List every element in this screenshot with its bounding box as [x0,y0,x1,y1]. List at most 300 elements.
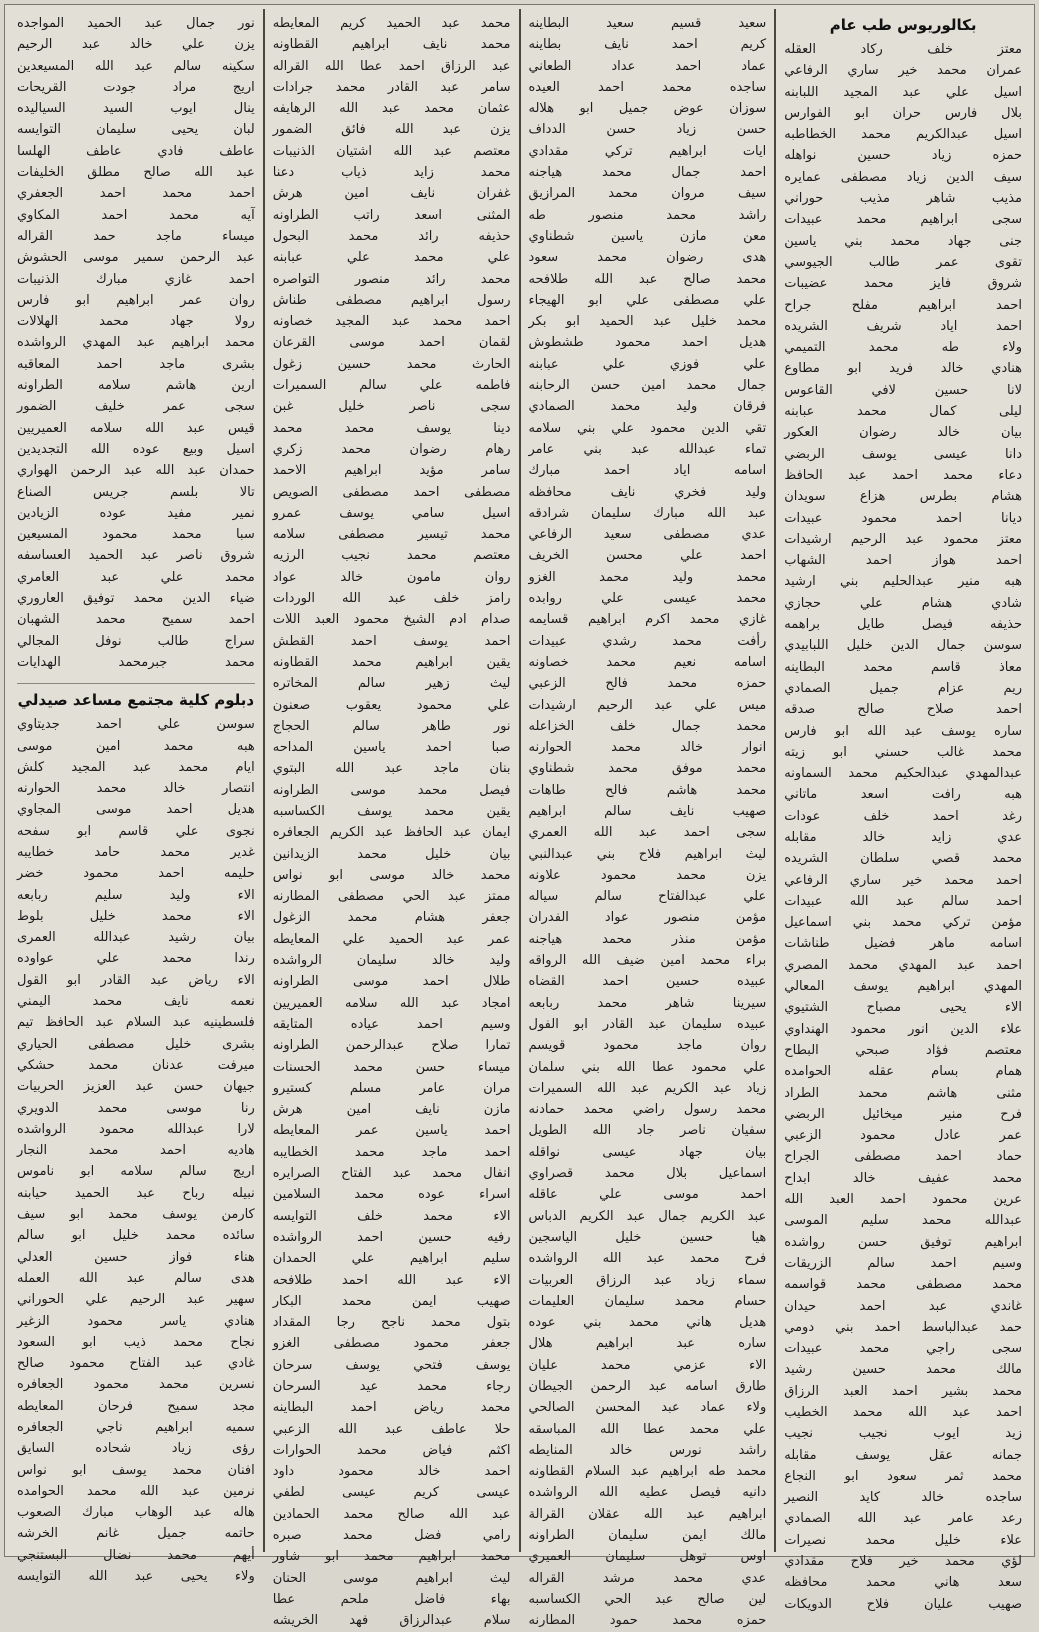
list-item: فاطمه علي سالم السميرات [272,378,511,394]
list-item: وليد فخري نايف محافظه [528,484,767,500]
list-item: لبان يحيى سليمان التوايسه [17,122,255,138]
list-item: مجد سميح فرحان المعايطه [17,1398,255,1414]
list-item: هدى سالم عبد الله العمله [17,1270,255,1286]
list-item: قيس عبد الله سلامه العميريين [17,420,255,436]
list-item: حمدان عبد الله عبد الرحمن الهواري [17,463,255,479]
list-item: احمد ياسين عمر المعايطه [272,1123,511,1139]
list-item: رجاء محمد عيد السرحان [272,1379,511,1394]
list-item: سجى راجي محمد عبيدات [784,1341,1022,1357]
list-item: علاء خليل محمد نصيرات [784,1532,1022,1548]
list-item: رفيه حسين احمد الرواشده [272,1229,511,1245]
list-item: رأفت محمد رشدي عبيدات [528,633,767,649]
list-item: عبد الله مبارك سليمان شرادقه [528,505,767,521]
list-item: محمد طه ابراهيم عبد السلام القطاونه [528,1464,767,1480]
list-item: غادي عبد الفتاح محمود صالح [17,1356,255,1372]
list-item: سليم ابراهيم علي الحمدان [272,1251,511,1267]
list-item: محمد قصي سلطان الشريده [784,851,1022,867]
list-item: مؤمن منذر محمد هياجنه [528,931,767,947]
list-item: حذيفه فيصل طايل براهمه [784,617,1022,633]
list-item: محمد خليل عبد الحميد ابو بكر [528,314,767,330]
list-item: احمد سميح محمد الشهبان [17,612,255,628]
list-item: سكينه سالم عبد الله المسيعدين [17,58,255,74]
list-item: محمد صالح عبد الله طلافحه [528,271,767,287]
list-item: سعيد قسيم سعيد البطاينه [528,16,767,31]
list-item: ولاء عماد عبد المحسن الصالحي [528,1400,767,1416]
list-item: سوزان عوض جميل ابو هلاله [528,101,767,117]
list-item: سفيان ناصر جاد الله الطويل [528,1123,767,1139]
list-item: براء محمد امين ضيف الله الرواقه [528,953,767,969]
list-item: ابراهيم عبد الله عقلان القرالة [528,1506,767,1522]
list-item: سائده محمد خليل ابو سالم [17,1228,255,1244]
list-item: يزن علي خالد عبد الرحيم [17,37,255,53]
list-item: محمد بشير احمد العبد الرزاق [784,1383,1022,1399]
list-item: احمد علي محسن الخريف [528,548,767,564]
list-item: عدي مصطفى سعيد الرفاعي [528,527,767,543]
list-item: محمد عفيف خالد ابداح [784,1170,1022,1186]
list-item: ليث ابراهيم موسى الحنان [272,1570,511,1586]
list-item: بيان خالد رضوان العكور [784,425,1022,441]
list-item: رامز خلف عبد الله الوردات [272,591,511,607]
list-item: احمد عبد المهدي محمد المصري [784,957,1022,973]
list-item: هبه محمد امين موسى [17,738,255,754]
list-item: هنادي ياسر محمود الزغير [17,1313,255,1329]
list-item: غازي محمد اكرم ابراهيم قسايمه [528,612,767,628]
list-item: اسيل عبدالكريم محمد الخطاطبه [784,127,1022,143]
list-item: عبيده حسين احمد القضاه [528,974,767,990]
list-item: رولا جهاد محمد الهلالات [17,314,255,330]
list-item: هبه رافت اسعد ماتاني [784,787,1022,803]
list-item: طارق اسامه عبد الرحمن الجيطان [528,1379,767,1394]
list-item: اسماعيل بلال محمد قصراوي [528,1166,767,1182]
list-item: انوار خالد محمد الحوارنه [528,740,767,756]
list-item: صهيب ايمن محمد البكار [272,1293,511,1309]
list-item: مثنى هاشم محمد الطراد [784,1085,1022,1101]
list-item: سعد هاني محمد محافظه [784,1575,1022,1591]
list-item: احمد جمال محمد هياجنه [528,165,767,181]
list-item: اسراء عوده محمد السلامين [272,1187,511,1203]
list-item: ساره عبد ابراهيم هلال [528,1336,767,1352]
list-item: الاء رياض عبد القادر ابو القول [17,972,255,988]
list-item: عبدالله محمد سليم الموسى [784,1213,1022,1229]
list-item: رسول ابراهيم مصطفى طناش [272,292,511,308]
list-item: عبيده سليمان عبد القادر ابو الفول [528,1016,767,1032]
list-item: ليلى كمال محمد عبابنه [784,404,1022,420]
list-item: هديل احمد موسى المجاوي [17,802,255,818]
list-item: نجوى علي قاسم ابو سفحه [17,823,255,839]
list-item: بنان ماجد عبد الله البتوي [272,761,511,777]
list-item: يقين ابراهيم محمد القطاونه [272,654,511,670]
list-item: حمزه زياد حسين نواهله [784,148,1022,164]
list-item: ليث زهير سالم المخاتره [272,676,511,692]
list-item: محمد نايف ابراهيم القطاونه [272,37,511,53]
list-item: بتول محمد ناجح رجا المقداد [272,1315,511,1331]
list-item: روان ماجد محمود قويسم [528,1038,767,1054]
list-item: غدير محمد حامد خطايبه [17,844,255,860]
list-item: سماء زياد عبد الرزاق العربيات [528,1272,767,1288]
list-item: يوسف فتحي يوسف سرحان [272,1357,511,1373]
list-item: جعفر هشام محمد الزغول [272,910,511,926]
list-item: احمد محمد احمد الجعفري [17,186,255,202]
list-item: معتصم فؤاد صبحي البطاح [784,1042,1022,1058]
list-item: ينال ايوب السيد السياليده [17,101,255,117]
list-item: صبا احمد ياسين المداحه [272,740,511,756]
list-item: بلال فارس حران ابو الفوارس [784,105,1022,121]
list-item: احمد صلاح صالح صدقه [784,702,1022,718]
list-item: مؤمن منصور عواد الفدران [528,910,767,926]
list-item: نبيله رباح عبد الحميد حيابنه [17,1185,255,1201]
list-item: لقمان احمد موسى القرعان [272,335,511,351]
list-item: عدي محمد مرشد القراله [528,1570,767,1586]
list-item: رنا موسى محمد الدويري [17,1100,255,1116]
list-item: مذيب شاهر مذيب حوراني [784,191,1022,207]
list-item: صهيب نايف سالم ابراهيم [528,803,767,819]
name-list [784,39,1022,1615]
list-item: ايمان عبد الحافظ عبد الكريم الجعافره [272,825,511,841]
list-item: غاندي عبد احمد حيدان [784,1298,1022,1314]
list-item: غفران نايف امين هرش [272,186,511,202]
list-item: علي فوزي علي عبابنه [528,356,767,372]
list-item: ساجده محمد احمد العيده [528,79,767,95]
list-item: راشد نورس خالد المنايطه [528,1442,767,1458]
list-item: الاء وليد سليم ربابعه [17,887,255,903]
list-item: فرح منير ميخائيل الربضي [784,1106,1022,1122]
list-item: كارمن يوسف محمد ابو سيف [17,1207,255,1223]
list-item: محمد علي عبد العامري [17,569,255,585]
list-item: معتصم عبد الله اشتيان الذنيبات [272,143,511,159]
list-item: نمير مفيد عوده الزيادين [17,505,255,521]
list-item: محمد غالب حسني ابو زيته [784,744,1022,760]
list-item: هدى رضوان محمد سعود [528,250,767,266]
list-item: اسامه ماهر فضيل طناشات [784,936,1022,952]
list-item: اسامه اياد احمد مبارك [528,463,767,479]
list-item: سبا محمد محمود المسيعين [17,527,255,543]
list-item: سهير عبد الرحيم علي الحوراني [17,1292,255,1308]
list-item: احمد عبد الله محمد الخطيب [784,1405,1022,1420]
name-list [17,714,255,1587]
list-item: عرين محمود احمد العبد الله [784,1192,1022,1208]
list-item: معن مازن ياسين شطناوي [528,228,767,244]
list-item: بيان جهاد عيسى نواقله [528,1144,767,1160]
list-item: ولاء طه محمد التميمي [784,340,1022,356]
list-item: احمد محمد خير ساري الرفاعي [784,872,1022,888]
list-item: أيهم محمد نضال البستنجي [17,1547,255,1563]
list-item: دينا يوسف محمد محمد [272,420,511,436]
list-item: المهدي ابراهيم يوسف المعالي [784,979,1022,995]
list-item: نسرين محمد محمود الجعافره [17,1377,255,1393]
section-heading-pharmacy-diploma: دبلوم كلية مجتمع مساعد صيدلي [17,683,255,710]
list-item: ريم عزام جميل الصمادي [784,680,1022,696]
list-item: سيرينا شاهر محمد ربابعه [528,995,767,1011]
list-item: علي محمود عطا الله بني سلمان [528,1059,767,1075]
list-item: معاذ قاسم محمد البطاينه [784,659,1022,675]
list-item: الحارث محمد حسين زغول [272,356,511,372]
list-item: صهيب عليان فلاح الدويكات [784,1596,1022,1612]
list-item: ليث ابراهيم فلاح بني عبدالنبي [528,846,767,862]
list-item: رامي فضل محمد صبره [272,1528,511,1544]
list-item: نجاح محمد ذيب ابو السعود [17,1334,255,1350]
list-item: سيف الدين زياد مصطفى عمايره [784,169,1022,185]
list-item: محمد ابراهيم محمد ابو شاور [272,1549,511,1565]
list-item: سوسن جمال الدين خليل اللبابيدي [784,638,1022,654]
list-item: دانا عيسى يوسف الربضي [784,446,1022,462]
list-item: احمد محمد عبد المجيد خصاونه [272,314,511,330]
list-item: اسامه نعيم محمد خصاونه [528,654,767,670]
list-item: فيصل محمد موسى الطراونه [272,782,511,798]
list-item: افنان محمد يوسف ابو نواس [17,1462,255,1478]
list-item: طلال احمد موسى الطراونه [272,974,511,990]
list-item: مازن نايف امين هرش [272,1102,511,1118]
list-item: محمد رائد منصور التواصره [272,271,511,287]
list-item: تقوى عمر طالب الجيوسي [784,254,1022,270]
name-list [529,13,767,1632]
list-item: الاء محمد خليل بلوط [17,908,255,924]
name-list [17,13,255,673]
newspaper-page [4,4,1035,1629]
list-item: سجى عمر خليف الضمور [17,399,255,415]
list-item: محمد عبد الحميد كريم المعايطه [272,16,511,31]
column-3 [263,9,519,1629]
list-item: حاتمه جميل غانم الخرشه [17,1526,255,1542]
list-item: احمد غازي مبارك الذنيبات [17,271,255,287]
list-item: ولاء يحيى عبد الله التوايسه [17,1569,255,1585]
list-item: محمد ثمر سعود ابو النجاع [784,1468,1022,1484]
list-item: عبد الله صالح محمد الحمادين [272,1506,511,1522]
list-item: احمد ماجد محمد الخطايبه [272,1144,511,1160]
list-item: محمد وليد محمد الغزو [528,569,767,585]
list-item: زيد ايوب نجيب نجيب [784,1426,1022,1442]
list-item: محمد عيسى علي روابده [528,591,767,607]
list-item: محمد خالد موسى ابو نواس [272,867,511,883]
list-item: عبد الرزاق احمد عطا الله القراله [272,58,511,74]
list-item: بشرى خليل مصطفى الحياري [17,1036,255,1052]
list-item: امجاد عبد الله سلامه العميريين [272,995,511,1011]
list-item: رعد عامر عبد الله الصمادي [784,1511,1022,1527]
column-1 [774,9,1030,1612]
list-item: روان عمر ابراهيم ابو فارس [17,292,255,308]
list-item: سميه ابراهيم ناجي الجعافره [17,1420,255,1435]
list-item: الاء محمد خلف التوايسه [272,1208,511,1224]
list-item: دعاء محمد احمد عبد الحافظ [784,467,1022,483]
list-item: فرقان وليد محمد الصمادي [528,399,767,415]
list-item: جعفر محمود مصطفى الغزو [272,1336,511,1352]
list-item: عبد الرحمن سمير موسى الحشوش [17,250,255,266]
list-item: احمد موسى علي عاقله [528,1187,767,1203]
list-item: جيهان حسن عبد العزيز الحربيات [17,1079,255,1095]
list-item: محمد رسول راضي محمد حمادنه [528,1102,767,1118]
list-item: هنادي خالد فريد ابو مطاوع [784,361,1022,377]
list-item: ارين هاشم سلامه الطراونه [17,378,255,394]
list-item: رغد احمد خلف عودات [784,808,1022,824]
list-item: محمد زايد ذياب دعنا [272,165,511,181]
list-item: كريم احمد نايف بطاينه [528,37,767,53]
list-item: روان مامون خالد عواد [272,569,511,585]
list-item: ايام محمد عبد المجيد كلش [17,759,255,775]
list-item: تماء عبدالله عبد بني عامر [528,441,767,457]
list-item: هبه منير عبدالحليم بني ارشيد [784,574,1022,590]
list-item: ميرفت عدنان محمد حشكي [17,1057,255,1073]
list-item: هاديه احمد محمد النجار [17,1143,255,1159]
list-item: جنى جهاد محمد بني ياسين [784,233,1022,249]
list-item: فلسطينيه عبد السلام عبد الحافظ تيم [17,1015,255,1031]
list-item: جمانه عقل يوسف مقابله [784,1447,1022,1463]
list-item: حلا عاطف عبد الله الزعبي [272,1421,511,1437]
list-item: الاء عزمي محمد عليان [528,1357,767,1373]
list-item: حمزه محمد حمود المطارنه [528,1613,767,1629]
list-item: حسن زياد حسن الدداف [528,122,767,138]
list-item: جمال محمد امين حسن الرحابنه [528,378,767,394]
list-item: ايات ابراهيم تركي مقدادي [528,143,767,159]
list-item: ضياء الدين محمد توفيق العاروري [17,591,255,607]
list-item: تالا بلسم جريس الصناع [17,484,255,500]
list-item: ميساء ماجد حمد القراله [17,228,255,244]
list-item: هاله عبد الوهاب مبارك الصعوب [17,1505,255,1521]
list-item: يقين محمد يوسف الكساسبه [272,803,511,819]
list-item: احمد يوسف احمد القطش [272,633,511,649]
column-2 [519,9,775,1629]
list-item: ممتز عبد الحي مصطفى المطارنه [272,889,511,905]
list-item: بهاء فاضل ملحم عطا [272,1591,511,1607]
list-item: اريج سالم سلامه ابو ناموس [17,1164,255,1180]
list-item: راشد محمد منصور طه [528,207,767,223]
list-item: سيف مروان محمد المرازيق [528,186,767,202]
list-item: محمد ابراهيم عبد المهدي الرواشده [17,335,255,351]
list-item: علاء الدين انور محمود الهنداوي [784,1021,1022,1037]
list-item: محمد جمال خلف الخزاعله [528,718,767,734]
list-item: عمر عبد الحميد علي المعايطه [272,931,511,947]
list-item: مالك محمد حسين رشيد [784,1362,1022,1378]
list-item: الاء عبد الله احمد طلافحه [272,1272,511,1288]
list-item: علي عبدالفتاح سالم سياله [528,889,767,905]
list-item: ساجده خالد كايد النصير [784,1490,1022,1506]
list-item: نور جمال عبد الحميد المواجده [17,16,255,31]
list-item: شادي هشام علي حجازي [784,595,1022,611]
list-item: علي محمد عطا الله المباسقه [528,1421,767,1437]
list-item: المثنى اسعد راتب الطراونه [272,207,511,223]
list-item: اسيل علي عبد المجيد اللبابنه [784,84,1022,100]
list-item: لانا حسين لافي القاعوس [784,382,1022,398]
list-item: عمران محمد خير ساري الرفاعي [784,63,1022,79]
list-item: انتصار خالد محمد الحوارنه [17,781,255,797]
list-item: يزن محمد محمود علاونه [528,867,767,883]
list-item: الاء يحيى مصباح الشتيوي [784,1000,1022,1016]
list-item: سوسن علي احمد جديتاوي [17,717,255,733]
list-item: حذيفه رائد محمد البحول [272,228,511,244]
list-item: تقي الدين محمود علي بني سلامه [528,420,767,436]
section-heading-general-medicine: بكالوريوس طب عام [829,16,977,34]
list-item: انفال محمد عبد الفتاح الصرايره [272,1166,511,1182]
list-item: لين صالح عبد الحي الكساسبه [528,1591,767,1607]
list-item: نور طاهر سالم الحجاج [272,718,511,734]
list-item: لؤي محمد خير فلاح مقدادي [784,1554,1022,1570]
list-item: سراج طالب نوفل المجالي [17,633,255,649]
list-item: يزن عبد الله فائق الضمور [272,122,511,138]
list-item: وليد خالد سليمان الرواشده [272,953,511,969]
list-item: هناء فواز حسين العدلي [17,1249,255,1265]
list-item: عيسى كريم عيسى لطفي [272,1485,511,1501]
list-item: سامر عبد القادر محمد جرادات [272,79,511,95]
list-item: علي محمد علي عبابنه [272,250,511,266]
list-item: مران عامر مسلم كستيرو [272,1080,511,1096]
list-item: ابراهيم توفيق حسن رواشده [784,1234,1022,1250]
list-item: لارا عبدالله محمود الرواشده [17,1121,255,1137]
list-item: معتز محمود عبد الرحيم ارشيدات [784,531,1022,547]
list-item: سلام عبدالرزاق فهد الخريشه [272,1613,511,1629]
list-item: عمر عادل محمود الزعبي [784,1128,1022,1144]
list-item: شروق ناصر عبد الحميد العساسفه [17,548,255,564]
list-item: رؤى زياد شحاده السايق [17,1441,255,1457]
list-item: شروق فايز محمد عضيبات [784,276,1022,292]
list-item: مالك ايمن سليمان الطراونه [528,1528,767,1544]
list-item: مؤمن تركي محمد بني اسماعيل [784,915,1022,931]
list-item: وسيم احمد عياده المتايقه [272,1016,511,1032]
list-item: ديانا احمد محمود عبيدات [784,510,1022,526]
list-item: محمد رياض احمد البطاينه [272,1400,511,1416]
list-item: حسام محمد سليمان العليمات [528,1293,767,1309]
list-item: هشام بطرس هزاع سويدان [784,489,1022,505]
list-item: ميساء حسن محمد الحسنات [272,1059,511,1075]
list-item: اسيل وبيع عوده الله التجديدين [17,441,255,457]
list-item: عبد الله صالح مطلق الخليفات [17,165,255,181]
list-item: حماد احمد مصطفى الجراح [784,1149,1022,1165]
name-list [273,13,511,1632]
list-item: احمد خالد محمود داود [272,1464,511,1480]
list-item: عبدالمهدي عبدالحكيم محمد السماونه [784,766,1022,782]
list-item: نعمه نايف محمد اليمني [17,994,255,1010]
list-item: معتصم محمد نجيب الرزيه [272,548,511,564]
list-item: احمد هواز احمد الشهاب [784,553,1022,569]
column-4 [9,9,263,1585]
columns-container [9,9,1030,1629]
list-item: سجى احمد عبد الله العمري [528,825,767,841]
list-item: تمارا صلاح عبدالرحمن الطراونه [272,1038,511,1054]
list-item: سامر مؤيد ابراهيم الاحمد [272,463,511,479]
list-item: رهام رضوان محمد زكري [272,441,511,457]
list-item: عدي زايد خالد مقابله [784,829,1022,845]
list-item: هديل احمد محمود طشطوش [528,335,767,351]
list-item: سجى ناصر خليل غبن [272,399,511,415]
list-item: بيان خليل محمد الزيدانين [272,846,511,862]
list-item: هيا حسين خليل الياسجين [528,1229,767,1245]
list-item: عثمان محمد عبد الله الرهايفه [272,101,511,117]
list-item: اوس توهل سليمان العميري [528,1549,767,1565]
list-item: هديل هاني محمد بني عوده [528,1315,767,1331]
list-item: محمد هاشم فالح طاهات [528,782,767,798]
list-item: دانيه فيصل عطيه الله الرواشده [528,1485,767,1501]
list-item: حليمه احمد محمود خضر [17,866,255,882]
list-item: ميس علي عبد الرحيم ارشيدات [528,697,767,713]
list-item: اسيل سامي يوسف عمرو [272,505,511,521]
list-item: عماد احمد عداد الطعاني [528,58,767,74]
list-item: صدام ادم الشيخ محمود العبد اللات [272,612,511,628]
list-item: محمد تيسير مصطفى سلامه [272,527,511,543]
list-item: وسيم احمد سالم الزريقات [784,1255,1022,1271]
list-item: فرح محمد عبد الله الرواشده [528,1251,767,1267]
list-item: رندا محمد علي عواوده [17,951,255,967]
list-item: نرمين عبد الله محمد الحوامده [17,1483,255,1499]
list-item: آيه محمد احمد المكاوي [17,207,255,223]
list-item: محمد جبرمحمد الهدايات [17,654,255,670]
list-item: مصطفى احمد مصطفى الصويص [272,484,511,500]
list-item: بشرى ماجد احمد المعاقبه [17,356,255,372]
list-item: همام بسام عقله الحوامده [784,1064,1022,1080]
list-item: عبد الكريم جمال عبد الكريم الدباس [528,1208,767,1224]
list-item: علي محمود يعقوب صعنون [272,697,511,713]
list-item: زياد عبد الكريم عبد الله السميرات [528,1080,767,1096]
list-item: احمد ابراهيم مفلح جراح [784,297,1022,313]
list-item: بيان رشيد عبدالله العمرى [17,930,255,946]
list-item: ساره يوسف عبد الله ابو فارس [784,723,1022,739]
list-item: احمد سالم عبد الله عبيدات [784,893,1022,909]
